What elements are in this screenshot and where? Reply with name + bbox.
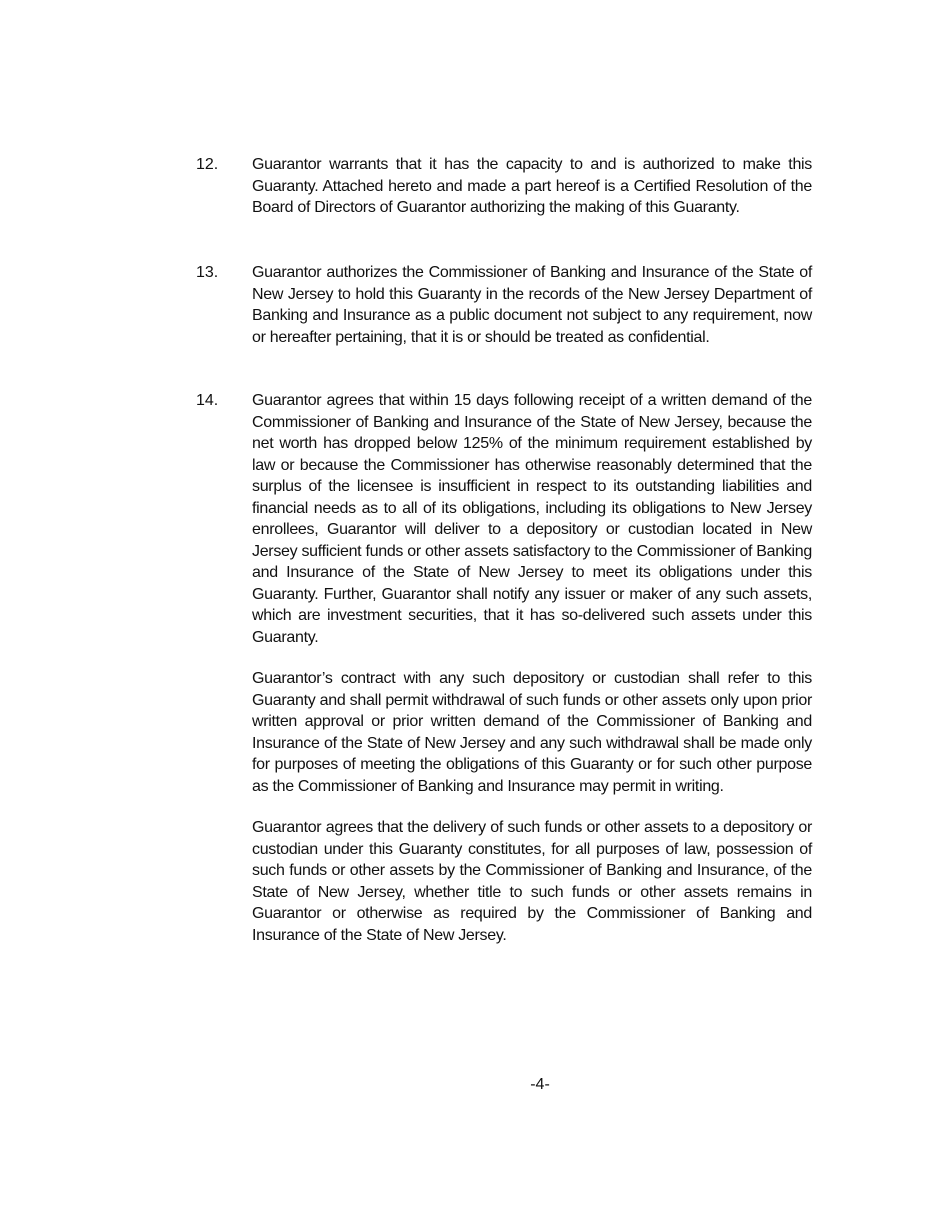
clause-paragraph: Guarantor agrees that within 15 days following receipt of a written demand of the Commissioner of Banking and Insurance of the State of New Jersey, because the net worth has dropped below 125% of the minimum requirement established by law or because the Commissioner has otherwise reasonably determined that the surplus of the licensee is insufficient in respect to its outstanding liabilities and financial needs as to all of its obligations, including its obligations to New Jersey enrollees, Guarantor will deliver to a depository or custodian located in New Jersey sufficient funds or other assets satisfactory to the Commissioner of Banking and Insurance of the State of New Jersey to meet its obligations under this Guaranty. Further, Guarantor shall notify any issuer or maker of any such assets, which are investment securities, that it has so-delivered such assets under this Guaranty.	[252, 392, 812, 646]
clause-paragraph: Guarantor’s contract with any such depository or custodian shall refer to this Guaranty and shall permit withdrawal of such funds or other assets only upon prior written approval or prior written demand of the Commissioner of Banking and Insurance of the State of New Jersey and any such withdrawal shall be made only for purposes of meeting the obligations of this Guaranty or for such other purpose as the Commissioner of Banking and Insurance may permit in writing.	[252, 670, 812, 795]
clause-number: 14.	[196, 392, 219, 409]
clause-12	[196, 154, 812, 235]
clause-14	[196, 390, 812, 962]
page-number: -4-	[530, 1076, 550, 1093]
clause-paragraph: Guarantor warrants that it has the capacity to and is authorized to make this Guaranty. Attached hereto and made a part hereof is a Certified Resolution of the Board of Directors of Guarantor authorizing the making of this Guaranty.	[252, 156, 812, 216]
clause-number: 13.	[196, 264, 219, 281]
clause-13	[196, 262, 812, 364]
clause-number: 12.	[196, 156, 219, 173]
clause-paragraph: Guarantor agrees that the delivery of such funds or other assets to a depository or custodian under this Guaranty constitutes, for all purposes of law, possession of such funds or other assets by the Commissioner of Banking and Insurance, of the State of New Jersey, whether title to such funds or other assets remains in Guarantor or otherwise as required by the Commissioner of Banking and Insurance of the State of New Jersey.	[252, 819, 812, 944]
clause-paragraph: Guarantor authorizes the Commissioner of Banking and Insurance of the State of New Jersey to hold this Guaranty in the records of the New Jersey Department of Banking and Insurance as a public document not subject to any requirement, now or hereafter pertaining, that it is or should be treated as confidential.	[252, 264, 812, 346]
